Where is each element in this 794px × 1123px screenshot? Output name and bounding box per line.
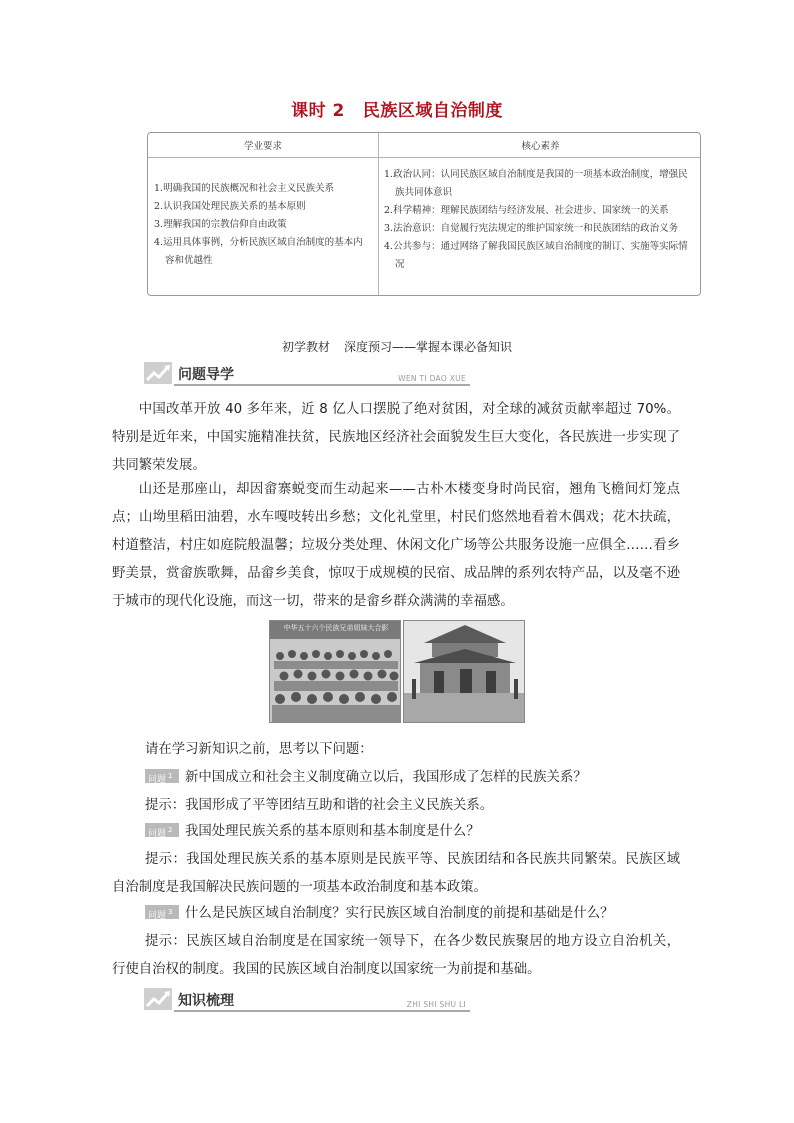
lesson-number: 课时 2: [291, 101, 345, 121]
hint-1: 提示：我国形成了平等团结互助和谐的社会主义民族关系。: [145, 798, 494, 813]
question-2: [145, 818, 685, 846]
literacy-item: 4.公共参与：通过网络了解我国民族区域自治制度的制订、实施等实际情况: [384, 241, 688, 270]
literacy-item: 2.科学精神：理解民族团结与经济发展、社会进步、国家统一的关系: [384, 205, 669, 216]
intro-paragraph: 中国改革开放 40 多年来，近 8 亿人口摆脱了绝对贫困，对全球的减贫贡献率超过 70%。特别是近年来，中国实施精准扶贫，民族地区经济社会面貌发生巨大变化，各民族进一步实现了共同繁荣发展。: [112, 402, 680, 473]
core-literacy-header: 核心素养: [521, 141, 560, 152]
section-subheading: [0, 338, 794, 355]
subheading-right: 深度预习——掌握本课必备知识: [344, 340, 513, 354]
section-header-question-guide: [144, 362, 470, 386]
section-rule: [174, 384, 470, 386]
question-badge: 问题 $^1$: [145, 769, 179, 783]
requirement-item: 3.理解我国的宗教信仰自由政策: [154, 219, 287, 230]
architecture-photo: [403, 620, 525, 723]
section-header-knowledge-review: [144, 988, 470, 1012]
trend-chart-icon: [144, 362, 172, 384]
trend-chart-icon: [144, 988, 172, 1010]
section-pinyin: WEN TI DAO XUE: [398, 374, 466, 383]
core-literacy-list: [384, 166, 697, 274]
question-text: 什么是民族区域自治制度？实行民族区域自治制度的前提和基础是什么？: [185, 906, 614, 921]
question-text: 新中国成立和社会主义制度确立以后，我国形成了怎样的民族关系？: [185, 770, 587, 785]
question-1: [145, 764, 685, 792]
requirement-item: 1.明确我国的民族概况和社会主义民族关系: [154, 183, 335, 194]
requirement-item: 4.运用具体事例，分析民族区域自治制度的基本内容和优越性: [154, 237, 363, 266]
section-rule: [174, 1010, 470, 1012]
hint-2: 提示：我国处理民族关系的基本原则是民族平等、民族团结和各民族共同繁荣。民族区域自治制度是我国解决民族问题的一项基本政治制度和基本政策。: [112, 852, 680, 895]
question-badge: 问题 $^2$: [145, 823, 179, 837]
requirements-table: [147, 132, 701, 296]
think-intro: 请在学习新知识之前，思考以下问题：: [145, 742, 373, 757]
question-text: 我国处理民族关系的基本原则和基本制度是什么？: [185, 824, 480, 839]
lesson-name: 民族区域自治制度: [362, 101, 503, 121]
literacy-item: 3.法治意识：自觉履行宪法规定的维护国家统一和民族团结的政治义务: [384, 223, 679, 234]
story-paragraph: 山还是那座山，却因畲寨蜕变而生动起来——古朴木楼变身时尚民宿，翘角飞檐间灯笼点点；山坳里稻田油碧，水车嘎吱转出乡愁；文化礼堂里，村民们悠然地看着木偶戏；花木扶疏，村道整洁，村庄如庭院般温馨；垃圾分类处理、休闲文化广场等公共服务设施一应俱全……看乡野美景，赏畲族歌舞，品畲乡美食，惊叹于成规模的民宿、成品牌的系列农特产品，以及毫不逊于城市的现代化设施，而这一切，带来的是畲乡群众满满的幸福感。: [112, 482, 680, 609]
hint-3: 提示：民族区域自治制度是在国家统一领导下，在各少数民族聚居的地方设立自治机关，行使自治权的制度。我国的民族区域自治制度以国家统一为前提和基础。: [112, 934, 680, 977]
photo-pair: [269, 620, 525, 723]
group-photo-image: [270, 621, 401, 723]
section-label: 知识梳理: [178, 993, 234, 1009]
group-photo: [269, 620, 401, 723]
photo-caption: 中华五十六个民族兄弟姐妹大合影: [283, 624, 389, 632]
gate-building-image: [404, 621, 525, 723]
page-title: [0, 96, 794, 121]
section-label: 问题导学: [178, 367, 234, 383]
academic-requirements-header: 学业要求: [243, 141, 282, 152]
academic-requirements-list: [154, 180, 372, 270]
subheading-left: 初学教材: [281, 340, 330, 354]
section-pinyin: ZHI SHI SHU LI: [406, 1000, 466, 1009]
literacy-item: 1.政治认同：认同民族区域自治制度是我国的一项基本政治制度，增强民族共同体意识: [384, 169, 688, 198]
requirement-item: 2.认识我国处理民族关系的基本原则: [154, 201, 306, 212]
question-3: [145, 900, 685, 928]
question-badge: 问题 $^3$: [145, 905, 179, 919]
table-divider-horizontal: [148, 157, 700, 158]
